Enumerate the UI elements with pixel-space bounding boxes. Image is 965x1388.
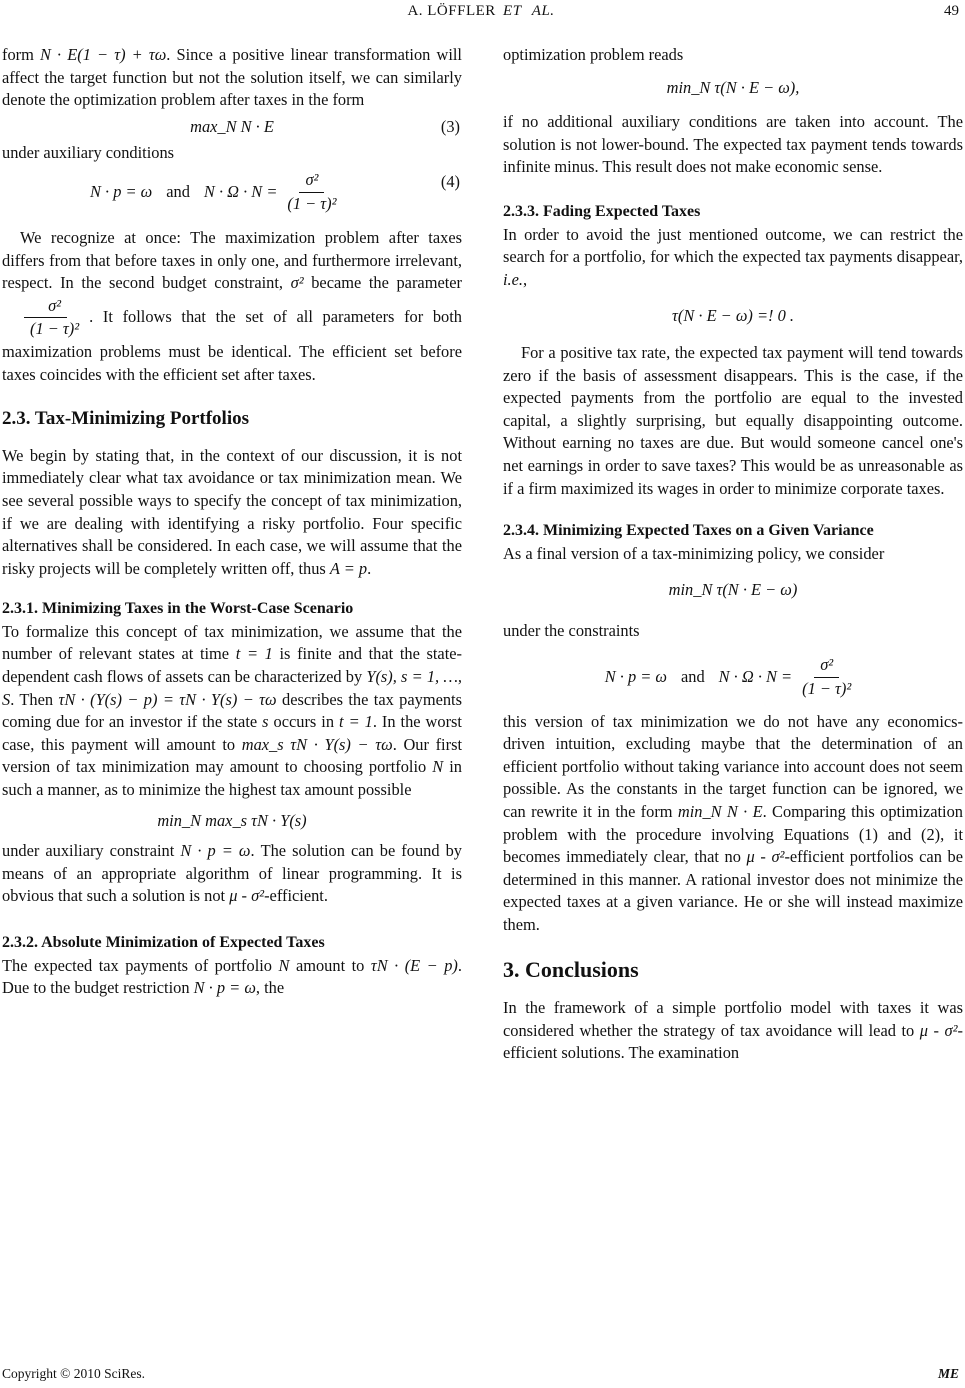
- equation-minmax: min_N max_s τN · Y(s): [157, 810, 307, 830]
- fraction: $\frac{\text{σ²}}{\text{(1 − τ)²}}$: [802, 655, 852, 699]
- paragraph: this version of tax minimization we do not have any economics-driven intuition, excluding maybe that the determination of an efficient portfolio without taking variance into account does not seem possible. As the constants in the target function can be ignored, we can rewrite it in the form min_N N · E. Comparing this optimization problem with the procedure involving Equations (1) and (2), it becomes immediately clear, that no μ - σ²-efficient portfolios can be determined in this manner. A rational investor does not minimize the expected taxes at a given variance. He or she will instead maximize them.: [503, 711, 963, 934]
- header-al: AL.: [531, 3, 555, 19]
- subsection-heading: 2.3.1. Minimizing Taxes in the Worst-Case Scenario: [2, 600, 354, 618]
- paragraph: We begin by stating that, in the context of our discussion, it is not immediately clear what tax avoidance or tax minimization mean. We see several possible ways to specify the concept of tax minimization, if we are dealing with identifying a risky portfolio. Four specific alternatives shall be considered. In each case, we will assume that the risky projects will be completely written off, thus A = p.: [2, 445, 462, 578]
- subsection-heading: 2.3.4. Minimizing Expected Taxes on a Given Variance: [503, 522, 874, 540]
- subsection-heading: 2.3.2. Absolute Minimization of Expected Taxes: [2, 934, 325, 951]
- running-header: [0, 3, 965, 20]
- page-number: 49: [944, 3, 959, 19]
- paragraph: In the framework of a simple portfolio model with taxes it was considered whether the strategy of tax avoidance will lead to μ - σ²-efficient solutions. The examination: [503, 998, 963, 1063]
- journal-abbrev: ME: [937, 1366, 959, 1381]
- fraction: $\frac{\text{σ²}}{\text{(1 − τ)²}}$: [6, 295, 85, 341]
- paragraph: if no additional auxiliary conditions are taken into account. The solution is not lower-bound. The expected tax payment tends towards infinite minus. This result does not make economic sense.: [503, 112, 963, 177]
- section-heading: 2.3. Tax-Minimizing Portfolios: [2, 408, 249, 430]
- equation-4: N · p = ω and N · Ω · N = $\frac{\text{σ²}}{\text{(1 − τ)²}}$ (4): [2, 169, 462, 221]
- paragraph: For a positive tax rate, the expected tax payment will tend towards zero if the basis of assessment disappears. This is the case, if the expected payments from the portfolio are equal to the invested capital, a slightly surprising, but equally disappointing outcome. Without earning no taxes are due. But would someone cancel one's net earnings in order to save taxes? This would be as unreasonable as if a firm maximized its wages in order to minimize corporate taxes.: [503, 342, 963, 498]
- paragraph: In order to avoid the just mentioned outcome, we can restrict the search for a portfolio, for which the expected tax payments disappear, i.e.,: [503, 224, 963, 289]
- paragraph: We recognize at once: The maximization problem after taxes differs from that before taxes in only one, and furthermore irrelevant, respect. In the second budget constraint, σ² became the parameter $\frac{\text{σ²}}{\text{(1 − τ)²}}$ . It follows that the set of all parameters for both maximization problems must be identical. The efficient set before taxes coincides with the efficient set after taxes.: [2, 227, 463, 384]
- right-column: [503, 44, 963, 1065]
- paragraph: As a final version of a tax-minimizing policy, we consider: [503, 543, 885, 563]
- equation-inline: N · E(1 − τ) + τω: [40, 45, 167, 64]
- equation: min_N τ(N · E − ω),: [666, 77, 800, 97]
- paragraph: The expected tax payments of portfolio N amount to τN · (E − p). Due to the budget restriction N · p = ω, the: [2, 955, 462, 998]
- equation: min_N τ(N · E − ω): [668, 580, 798, 600]
- equation-3: max_N N · E (3): [2, 116, 462, 139]
- equation-number: (4): [440, 171, 460, 191]
- section-heading: 3. Conclusions: [503, 956, 639, 982]
- copyright-notice: Copyright © 2010 SciRes.: [2, 1366, 146, 1381]
- equation-constraints: N · p = ω and N · Ω · N = $\frac{\text{σ²}}{\text{(1 − τ)²}}$: [503, 654, 963, 700]
- equation-number: (3): [440, 116, 460, 136]
- paragraph: under auxiliary conditions: [2, 143, 175, 163]
- paragraph: form N · E(1 − τ) + τω. Since a positive linear transformation will affect the target function but not the solution itself, we can similarly denote the optimization problem after taxes in the form: [2, 45, 462, 110]
- paragraph: optimization problem reads: [503, 45, 684, 64]
- header-author: A. LÖFFLER: [407, 3, 496, 19]
- header-et: ET: [503, 3, 522, 19]
- fraction: $\frac{\text{σ²}}{\text{(1 − τ)²}}$: [287, 169, 337, 213]
- paragraph: under auxiliary constraint N · p = ω. The solution can be found by means of an appropriate algorithm of linear programming. It is obvious that such a solution is not μ - σ²-efficient.: [2, 841, 462, 906]
- paragraph: under the constraints: [503, 620, 640, 640]
- equation: τ(N · E − ω) =! 0 .: [672, 306, 794, 326]
- paragraph: To formalize this concept of tax minimization, we assume that the number of relevant states at time t = 1 is finite and that the state-dependent cash flows of assets can be characterized by Y(s), s = 1, …, S. Then τN · (Y(s) − p) = τN · Y(s) − τω describes the tax payments coming due for an investor if the state s occurs in t = 1. In the worst case, this payment will amount to max_s τN · Y(s) − τω. Our first version of tax minimization may amount to choosing portfolio N in such a manner, as to minimize the highest tax amount possible: [2, 621, 462, 800]
- subsection-heading: 2.3.3. Fading Expected Taxes: [503, 202, 701, 220]
- left-column: [2, 44, 462, 1000]
